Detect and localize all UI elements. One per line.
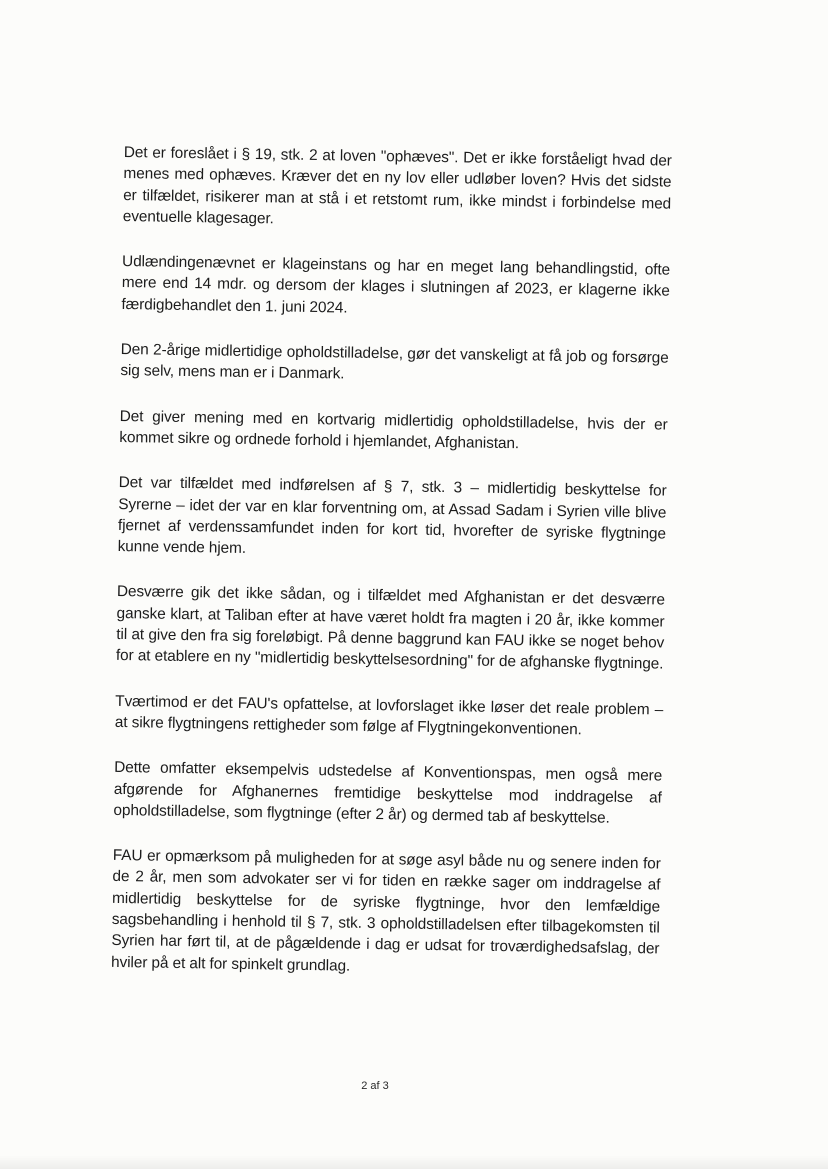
paragraph-syria-precedent: Det var tilfældet med indførelsen af § 7, stk. 3 – midlertidig beskyttelse for Syrerne – idet der var en klar forventning om, at Assad Sadam i Syrien ville blive fjernet af verdenssamfundet inden for kort tid, hvorefter de syriske flygtninge kunne vende hjem. bbox=[117, 474, 667, 558]
paragraph-fau-opinion: Tværtimod er det FAU's opfattelse, at lovforslaget ikke løser det reale problem – at sikre flygtningens rettigheder som følge af Flygtningekonventionen. bbox=[114, 692, 664, 739]
paragraph-repeal-clause: Det er foreslået i § 19, stk. 2 at loven "ophæves". Det er ikke forståeligt hvad der menes med ophæves. Kræver det en ny lov eller udløber loven? Hvis det sidste er tilfældet, risikerer man at stå i et retstomt rum, ikke mindst i forbindelse med eventuelle klagesager. bbox=[122, 143, 672, 228]
paragraph-short-term-permit: Det giver mening med en kortvarig midlertidig opholdstilladelse, hvis der er kommet sikre og ordnede forhold i hjemlandet, Afghanistan. bbox=[119, 407, 668, 453]
paragraph-asylum-cases: FAU er opmærksom på muligheden for at søge asyl både nu og senere inden for de 2 år, men som advokater ser vi for tiden en række sager om inddragelse af midlertidig beskyttelse for de syriske flygtninge, hvor den lemfældige sagsbehandling i henhold til § 7, stk. 3 opholdstilladelsen efter tilbagekomsten til Syrien har ført til, at de pågældende i dag er udsat for troværdighedsafslag, der hviler på et alt for spinkelt grundlag. bbox=[110, 847, 661, 975]
page-number: 2 af 3 bbox=[361, 1080, 389, 1092]
scan-edge-shadow bbox=[0, 1155, 828, 1169]
document-body bbox=[111, 142, 672, 1005]
paragraph-appeals-board: Udlændingenævnet er klageinstans og har en meget lang behandlingstid, ofte mere end 14 mdr. og dersom der klages i slutningen af 2023, er klagerne ikke færdigbehandlet den 1. juni 2024. bbox=[121, 253, 671, 317]
paragraph-afghanistan-taliban: Desværre gik det ikke sådan, og i tilfældet med Afghanistan er det desværre ganske klart, at Taliban efter at have været holdt fra magten i 20 år, ikke kommer til at give den fra sig foreløbigt. På denne baggrund kan FAU ikke se noget behov for at etablere en ny "midlertidig beskyttelsesordning" for de afghanske flygtninge. bbox=[115, 583, 665, 673]
paragraph-convention-passport: Dette omfatter eksempelvis udstedelse af Konventionspas, men også mere afgørende for Afghanernes fremtidige beskyttelse mod inddragelse af opholdstilladelse, som flygtninge (efter 2 år) og dermed tab af beskyttelse. bbox=[113, 759, 663, 827]
paragraph-two-year-permit: Den 2-årige midlertidige opholdstilladelse, gør det vanskeligt at få job og forsørge sig selv, mens man er i Danmark. bbox=[120, 341, 669, 383]
